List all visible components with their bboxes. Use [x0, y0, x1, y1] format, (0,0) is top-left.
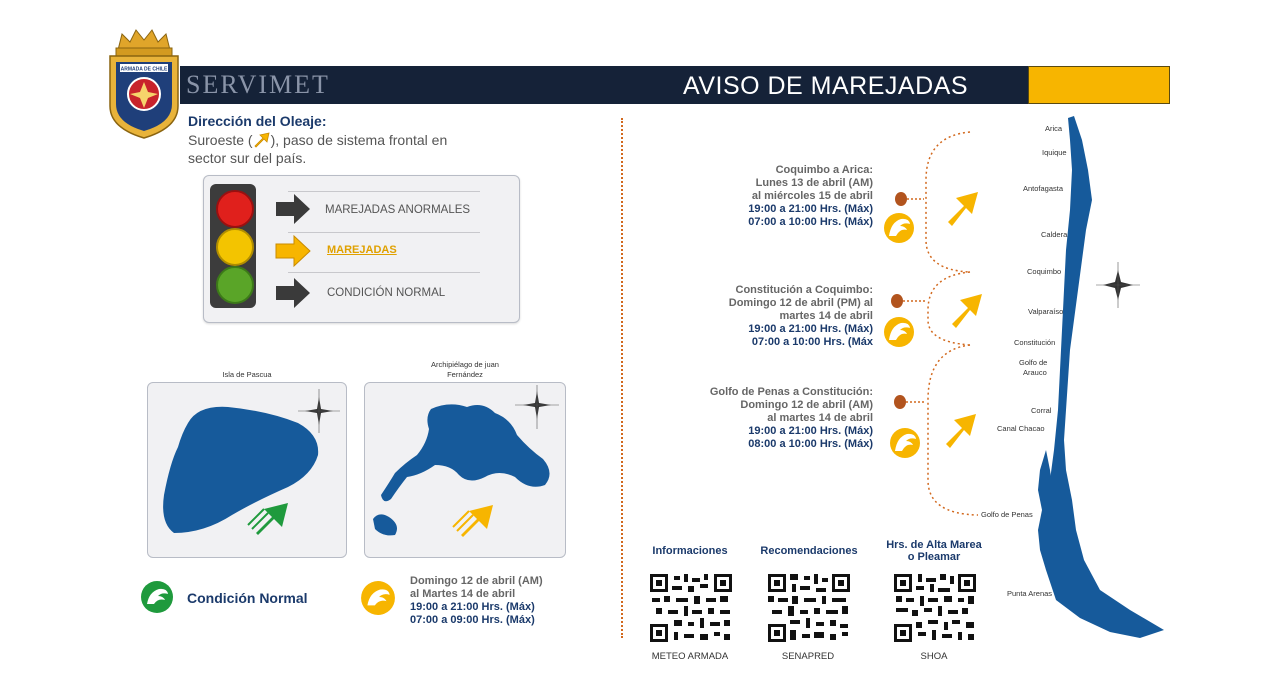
- northeast-arrow-icon: [253, 132, 271, 148]
- qr-source-meteo-armada: METEO ARMADA: [651, 651, 729, 662]
- city-label-caldera: Caldera: [1041, 230, 1068, 239]
- city-label-iquique: Iquique: [1042, 148, 1067, 157]
- northeast-arrow-icon: [952, 294, 982, 328]
- yellow-wave-icon: [884, 213, 914, 243]
- jf-island-shape: [365, 383, 565, 557]
- yellow-wave-icon: [360, 580, 396, 616]
- city-label-golfo-de: Golfo de: [1019, 358, 1048, 367]
- right-arrow-icon: [274, 276, 312, 310]
- zone-period: al martes 14 de abril: [767, 412, 873, 424]
- qr-code-senapred[interactable]: [766, 572, 852, 644]
- page-title: AVISO DE MAREJADAS: [683, 72, 968, 100]
- city-label-golfo-de-penas: Golfo de Penas: [981, 510, 1033, 519]
- city-label-canal-chacao: Canal Chacao: [997, 424, 1045, 433]
- warning-time-line: 19:00 a 21:00 Hrs. (Máx): [410, 601, 535, 613]
- qr-source-shoa: SHOA: [920, 651, 948, 662]
- zone-time: 07:00 a 10:00 Hrs. (Máx): [748, 216, 873, 228]
- zone-title: Constitución a Coquimbo:: [735, 284, 873, 296]
- zone-time: 08:00 a 10:00 Hrs. (Máx): [748, 438, 873, 450]
- city-label-valparaiso: Valparaíso: [1028, 307, 1064, 316]
- direction-description: [188, 131, 488, 167]
- right-arrow-icon: [274, 234, 312, 268]
- compass-rose-icon: [515, 385, 559, 429]
- yellow-lamp: [216, 228, 254, 266]
- red-lamp: [216, 190, 254, 228]
- legend-label-swells: MAREJADAS: [327, 244, 397, 256]
- compass-rose-icon: [1096, 262, 1140, 308]
- qr-source-senapred: SENAPRED: [781, 651, 835, 662]
- qr-title-informaciones: Informaciones: [652, 545, 728, 557]
- section-separator: [621, 118, 623, 638]
- normal-condition-label: Condición Normal: [187, 590, 308, 606]
- zone-period: al miércoles 15 de abril: [751, 190, 873, 202]
- direction-desc-after: ), paso de sistema frontal en sector sur del país.: [188, 132, 448, 166]
- northeast-arrow-icon: [946, 414, 976, 448]
- zone-period: Domingo 12 de abril (PM) al: [728, 297, 873, 309]
- green-wave-icon: [140, 580, 174, 614]
- qr-title-line-2: o Pleamar: [907, 551, 961, 563]
- city-label-antofagasta: Antofagasta: [1023, 184, 1064, 193]
- zone-coquimbo-arica: [653, 164, 873, 229]
- legend-divider: [288, 272, 480, 273]
- legend-label-abnormal: MAREJADAS ANORMALES: [325, 204, 471, 216]
- chile-map-graphic: [870, 110, 1170, 650]
- direction-desc-before: Suroeste (: [188, 132, 253, 148]
- legend-divider: [288, 232, 480, 233]
- green-lamp: [216, 266, 254, 304]
- traffic-light-icon: [210, 184, 256, 308]
- pascua-island-shape: [148, 383, 346, 557]
- qr-title-recomendaciones: Recomendaciones: [760, 545, 858, 557]
- compass-rose-icon: [298, 389, 340, 433]
- jf-title: [364, 360, 566, 380]
- zone-period: Lunes 13 de abril (AM): [755, 177, 873, 189]
- crest-text: ARMADA DE CHILE: [120, 66, 168, 73]
- warning-period-line: al Martes 14 de abril: [410, 588, 516, 600]
- zone-golfo-penas-constitucion: [653, 386, 873, 451]
- zone-time: 07:00 a 10:00 Hrs. (Máx: [751, 336, 873, 348]
- zone-time: 19:00 a 21:00 Hrs. (Máx): [748, 203, 873, 215]
- islands-warning-text: [410, 575, 543, 627]
- jf-title-line-2: Fernández: [447, 370, 483, 379]
- right-arrow-icon: [274, 192, 312, 226]
- map-isla-de-pascua: [147, 382, 347, 558]
- direction-title: Dirección del Oleaje:: [188, 113, 327, 129]
- map-juan-fernandez: [364, 382, 566, 558]
- legend-label-normal: CONDICIÓN NORMAL: [327, 287, 446, 299]
- header-accent-box: [1028, 66, 1170, 104]
- legend-divider: [288, 191, 480, 192]
- qr-code-meteo-armada[interactable]: [648, 572, 734, 644]
- pascua-title: Isla de Pascua: [222, 370, 272, 379]
- city-label-arica: Arica: [1045, 124, 1063, 133]
- city-label-coquimbo: Coquimbo: [1027, 267, 1062, 276]
- warning-time-line: 07:00 a 09:00 Hrs. (Máx): [410, 614, 535, 626]
- zone-period: martes 14 de abril: [779, 310, 873, 322]
- city-label-punta-arenas: Punta Arenas: [1007, 589, 1053, 598]
- yellow-direction-arrow-icon: [453, 505, 493, 537]
- zone-time: 19:00 a 21:00 Hrs. (Máx): [748, 323, 873, 335]
- jf-title-line-1: Archipiélago de juan: [431, 360, 499, 369]
- navy-crest-logo: [104, 28, 184, 140]
- warning-period-line: Domingo 12 de abril (AM): [410, 575, 543, 587]
- zone-period: Domingo 12 de abril (AM): [740, 399, 873, 411]
- northeast-arrow-icon: [948, 192, 978, 226]
- city-label-arauco: Arauco: [1023, 368, 1047, 377]
- qr-code-shoa[interactable]: [892, 572, 978, 644]
- zone-time: 19:00 a 21:00 Hrs. (Máx): [748, 425, 873, 437]
- yellow-wave-icon: [890, 428, 920, 458]
- brand-name: SERVIMET: [186, 70, 330, 99]
- yellow-wave-icon: [884, 317, 914, 347]
- qr-title-alta-marea: [868, 539, 1000, 563]
- zone-title: Golfo de Penas a Constitución:: [709, 386, 873, 398]
- green-direction-arrow-icon: [248, 503, 288, 535]
- city-label-corral: Corral: [1031, 406, 1052, 415]
- qr-title-line-1: Hrs. de Alta Marea: [886, 539, 982, 551]
- zone-constitucion-coquimbo: [653, 284, 873, 349]
- zone-title: Coquimbo a Arica:: [775, 164, 873, 176]
- city-label-constitucion: Constitución: [1014, 338, 1056, 347]
